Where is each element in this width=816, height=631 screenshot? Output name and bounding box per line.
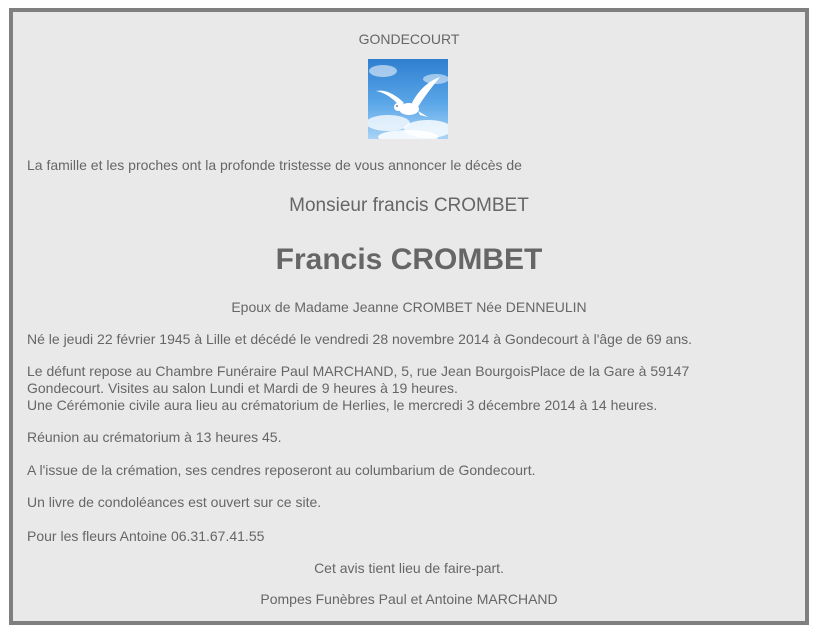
faire-part-notice: Cet avis tient lieu de faire-part. (314, 560, 504, 576)
birth-death-info: Né le jeudi 22 février 1945 à Lille et décédé le vendredi 28 novembre 2014 à Gondecourt à l'âge de 69 ans. (27, 331, 693, 347)
deceased-name: Francis CROMBET (275, 243, 543, 276)
reunion-info: Réunion au crématorium à 13 heures 45. (27, 429, 282, 445)
funeral-details (27, 363, 791, 414)
condolences-info: Un livre de condoléances est ouvert sur ce site. (27, 494, 322, 510)
intro-text: La famille et les proches ont la profonde tristesse de vous annoncer le décès de (27, 157, 522, 173)
funeral-details-line: Le défunt repose au Chambre Funéraire Paul MARCHAND, 5, rue Jean BourgoisPlace de la Gare à 59147 (27, 363, 690, 379)
funeral-details-line: Gondecourt. Visites au salon Lundi et Mardi de 9 heures à 19 heures. (27, 380, 458, 396)
undertaker-name: Pompes Funèbres Paul et Antoine MARCHAND (260, 591, 558, 607)
civility-name: Monsieur francis CROMBET (289, 195, 529, 216)
town-heading: GONDECOURT (358, 31, 460, 47)
spouse-info: Epoux de Madame Jeanne CROMBET Née DENNEULIN (231, 299, 587, 315)
ashes-info: A l'issue de la crémation, ses cendres reposeront au columbarium de Gondecourt. (27, 462, 536, 478)
flowers-info: Pour les fleurs Antoine 06.31.67.41.55 (27, 528, 265, 544)
funeral-details-line: Une Cérémonie civile aura lieu au crématorium de Herlies, le mercredi 3 décembre 2014 à 14 heures. (27, 397, 658, 413)
obituary-frame (9, 8, 809, 625)
dove-in-sky-icon (368, 59, 448, 139)
